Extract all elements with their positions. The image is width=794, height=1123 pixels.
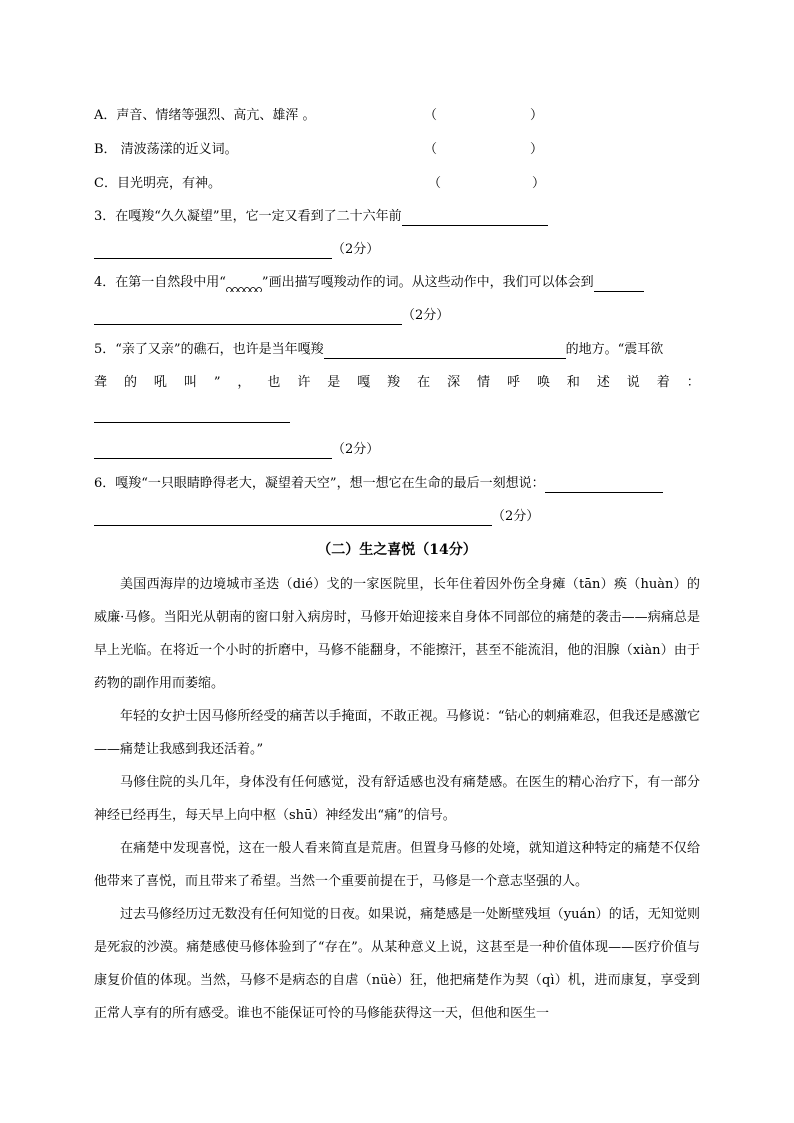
question-5-text-before: 5．“亲了又亲”的礁石，也许是当年嘎羧 (94, 342, 324, 357)
answer-blank[interactable] (94, 310, 402, 325)
question-4-line2 (94, 307, 449, 325)
reading-passage (94, 568, 700, 1030)
question-5-text-after: 的地方。“震耳欲 (565, 342, 664, 357)
answer-blank[interactable] (324, 344, 566, 359)
answer-blank[interactable] (594, 277, 644, 292)
option-a (94, 107, 316, 125)
spread-char: 和 (566, 375, 580, 390)
spread-char: 羧 (387, 375, 401, 390)
section-title: （二）生之喜悦（14分） (317, 542, 477, 558)
option-c (94, 175, 221, 193)
spread-char: ” (213, 375, 221, 390)
question-6 (94, 475, 663, 493)
paragraph-4: 在痛楚中发现喜悦，这在一般人看来简直是荒唐。但置身马修的处境，就知道这种特定的痛楚不仅给他带来了喜悦，而且带来了希望。当然一个重要前提在于，马修是一个意志坚强的人。 (94, 841, 700, 889)
spread-char: ： (686, 375, 700, 390)
spread-char: 的 (123, 375, 137, 390)
option-a-text: A．声音、情绪等强烈、高亢、雄浑 。 (94, 108, 316, 123)
question-4-text-before: 4．在第一自然段中用“ (94, 275, 226, 290)
question-4-score: （2分） (402, 308, 450, 323)
option-c-paren-close: ） (532, 176, 546, 191)
option-b (94, 141, 238, 159)
question-3 (94, 208, 548, 226)
spread-char: 聋 (94, 375, 108, 390)
option-c-text: C．目光明亮，有神。 (94, 176, 221, 191)
question-5-line4 (94, 441, 379, 459)
option-b-paren-close: ） (530, 142, 544, 157)
paragraph-5: 过去马修经历过无数没有任何知觉的日夜。如果说，痛楚感是一处断壁残垣（yuán）的话，无知觉则是死寂的沙漠。痛楚感使马修体验到了“存在”。从某种意义上说，这甚至是一种价值体现——医疗价值与康复价值的体现。当然，马修不是病态的自虐（nüè）狂，他把痛楚作为契（qì）机，进而康复，享受到正常人享有的所有感受。谁也不能保证可怜的马修能获得这一天，但他和医生一 (94, 907, 700, 1021)
option-b-paren-open: （ (424, 142, 438, 157)
spread-char: 叫 (183, 375, 197, 390)
answer-blank[interactable] (94, 244, 332, 259)
paragraph-2: 年轻的女护士因马修所经受的痛苦以手掩面，不敢正视。马修说：“钻心的刺痛难忍，但我还是感激它——痛楚让我感到我还活着。” (94, 709, 700, 757)
question-3-line2 (94, 241, 379, 259)
spread-char: 呼 (506, 375, 520, 390)
answer-blank[interactable] (545, 478, 663, 493)
question-5 (94, 341, 663, 359)
spread-char: 深 (447, 375, 461, 390)
paragraph-3: 马修住院的头几年，身体没有任何感觉，没有舒适感也没有痛楚感。在医生的精心治疗下，有一部分神经已经再生，每天早上向中枢（shū）神经发出“痛”的信号。 (94, 775, 700, 823)
spread-char: 在 (417, 375, 431, 390)
answer-blank[interactable] (402, 211, 548, 226)
question-5-score: （2分） (332, 442, 380, 457)
question-3-text: 3．在嘎羧“久久凝望”里，它一定又看到了二十六年前 (94, 209, 402, 224)
spread-char: 述 (596, 375, 610, 390)
spread-char: 是 (327, 375, 341, 390)
spread-char: ， (237, 375, 251, 390)
answer-blank[interactable] (94, 422, 290, 423)
spread-char: 吼 (153, 375, 167, 390)
question-6-score: （2分） (492, 509, 540, 524)
question-3-score: （2分） (332, 242, 380, 257)
option-a-paren-close: ） (530, 108, 544, 123)
question-6-line2 (94, 508, 539, 526)
spread-char: 嘎 (357, 375, 371, 390)
spread-char: 说 (626, 375, 640, 390)
question-4 (94, 274, 644, 292)
option-a-paren-open: （ (424, 108, 438, 123)
question-4-text-after: ”画出描写嘎羧动作的词。从这些动作中，我们可以体会到 (261, 275, 594, 290)
question-5-line2 (94, 374, 700, 392)
wavy-underline-mark (226, 278, 262, 292)
answer-blank[interactable] (94, 511, 492, 526)
paragraph-1: 美国西海岸的边境城市圣迭（dié）戈的一家医院里，长年住着因外伤全身瘫（tān）痪（huàn）的威廉·马修。当阳光从朝南的窗口射入病房时，马修开始迎接来自身体不同部位的痛楚的袭击——病痛总是早上光临。在将近一个小时的折磨中，马修不能翻身，不能擦汗，甚至不能流泪，他的泪腺（xiàn）由于药物的副作用而萎缩。 (94, 577, 700, 691)
spread-char: 着 (656, 375, 670, 390)
spread-char: 许 (297, 375, 311, 390)
option-c-paren-open: （ (428, 176, 442, 191)
answer-blank[interactable] (94, 444, 332, 459)
spread-char: 也 (267, 375, 281, 390)
option-b-text: B． 清波荡漾的近义词。 (94, 142, 238, 157)
spread-char: 唤 (536, 375, 550, 390)
question-6-text: 6．嘎羧“一只眼睛睁得老大，凝望着天空”，想一想它在生命的最后一刻想说： (94, 476, 545, 491)
spread-char: 情 (477, 375, 491, 390)
